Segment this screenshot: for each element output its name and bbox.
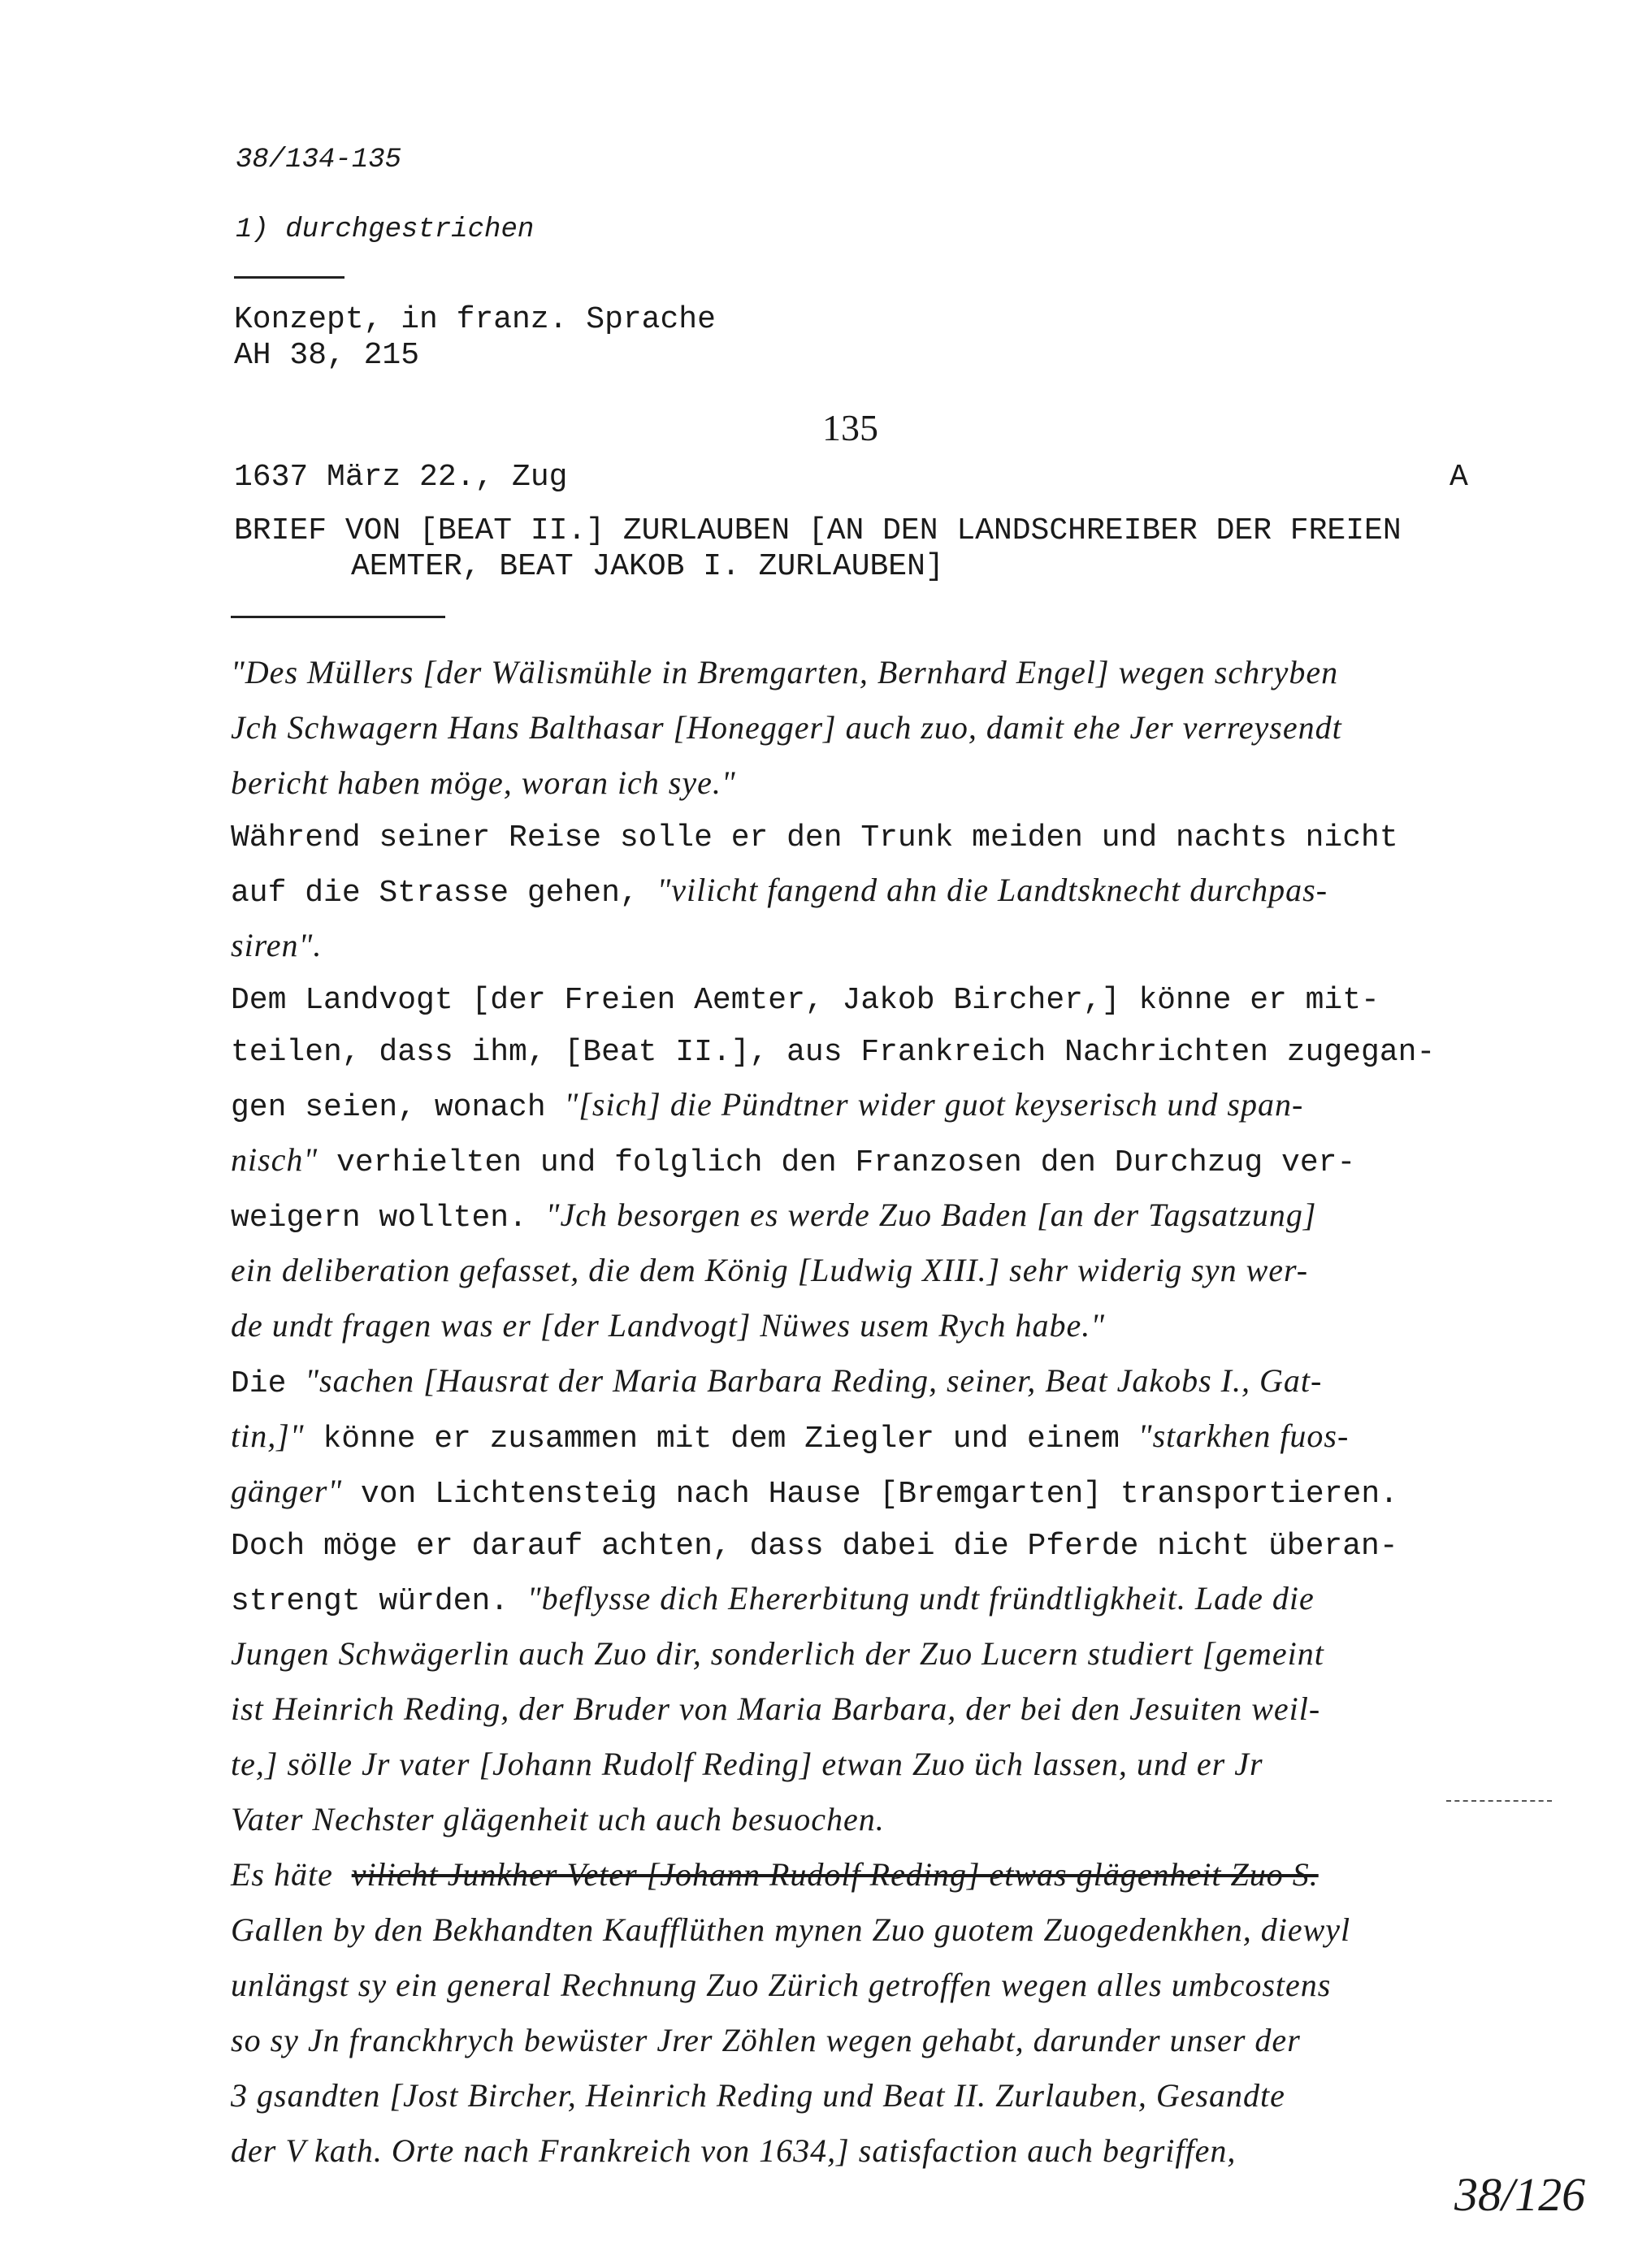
text: Während seiner Reise solle er den Trunk meiden und nachts nicht bbox=[231, 820, 1398, 855]
text-line bbox=[231, 1849, 1498, 1904]
text-line bbox=[231, 647, 1498, 702]
text-line bbox=[231, 1410, 1498, 1465]
document-title-line2: AEMTER, BEAT JAKOB I. ZURLAUBEN] bbox=[351, 549, 944, 584]
text-line bbox=[231, 812, 1498, 864]
quote: Gallen by den Bekhandten Kaufflüthen mynen Zuo guotem Zuogedenkhen, diewyl bbox=[231, 1911, 1351, 1948]
quote: te,] sölle Jr vater [Johann Rudolf Reding] etwan Zuo üch lassen, und er Jr bbox=[231, 1746, 1263, 1782]
text-line bbox=[231, 1959, 1498, 2015]
text-line bbox=[231, 1521, 1498, 1573]
handwritten-page-mark: 38/126 bbox=[1454, 2168, 1586, 2221]
quote: Jungen Schwägerlin auch Zuo dir, sonderlich der Zuo Lucern studiert [gemeint bbox=[231, 1635, 1324, 1672]
text-line bbox=[231, 1244, 1498, 1300]
text-line bbox=[231, 757, 1498, 812]
footnote: 1) durchgestrichen bbox=[236, 214, 535, 245]
quote: "vilicht fangend ahn die Landtsknecht durchpas- bbox=[656, 872, 1328, 908]
text-line bbox=[231, 2015, 1498, 2070]
date-place: 1637 März 22., Zug bbox=[234, 460, 568, 495]
text-line bbox=[231, 1079, 1498, 1134]
text-line bbox=[231, 920, 1498, 975]
text: teilen, dass ihm, [Beat II.], aus Frankreich Nachrichten zugegan- bbox=[231, 1035, 1436, 1070]
version-letter: A bbox=[1450, 460, 1468, 495]
text: verhielten und folglich den Franzosen den Durchzug ver- bbox=[318, 1145, 1356, 1180]
text: Die bbox=[231, 1366, 306, 1401]
quote: "starkhen fuos- bbox=[1138, 1418, 1350, 1454]
text-line bbox=[231, 1628, 1498, 1683]
text-line bbox=[231, 1573, 1498, 1628]
quote: Es häte bbox=[231, 1856, 333, 1893]
text-line bbox=[231, 975, 1498, 1027]
quote: Vater Nechster glägenheit uch auch besuochen. bbox=[231, 1801, 885, 1837]
previous-doc-line1: Konzept, in franz. Sprache bbox=[234, 302, 716, 337]
text-line bbox=[231, 1904, 1498, 1959]
quote: "sachen [Hausrat der Maria Barbara Reding, seiner, Beat Jakobs I., Gat- bbox=[305, 1362, 1323, 1399]
quote: siren". bbox=[231, 927, 323, 963]
archive-reference: 38/134-135 bbox=[236, 145, 402, 175]
quote: Jch Schwagern Hans Balthasar [Honegger] auch zuo, damit ehe Jer verreysendt bbox=[231, 709, 1342, 746]
text: gen seien, wonach bbox=[231, 1090, 565, 1125]
separator-rule-title bbox=[231, 616, 445, 618]
text: Doch möge er darauf achten, dass dabei die Pferde nicht überan- bbox=[231, 1529, 1398, 1564]
quote: unlängst sy ein general Rechnung Zuo Zürich getroffen wegen alles umbcostens bbox=[231, 1967, 1332, 2003]
text: Dem Landvogt [der Freien Aemter, Jakob Bircher,] könne er mit- bbox=[231, 983, 1380, 1018]
separator-rule-short bbox=[234, 276, 344, 279]
text-line bbox=[231, 1683, 1498, 1738]
text: von Lichtensteig nach Hause [Bremgarten] transportieren. bbox=[342, 1477, 1398, 1512]
text-line bbox=[231, 1027, 1498, 1079]
quote: "[sich] die Pündtner wider guot keyserisch und span- bbox=[564, 1086, 1304, 1123]
text-line bbox=[231, 1355, 1498, 1410]
struck-quote: vilicht Junkher Veter [Johann Rudolf Reding] etwas glägenheit Zuo S. bbox=[351, 1856, 1319, 1893]
quote: ein deliberation gefasset, die dem König [Ludwig XIII.] sehr widerig syn wer- bbox=[231, 1252, 1309, 1288]
text-line bbox=[231, 1189, 1498, 1244]
quote: der V kath. Orte nach Frankreich von 1634,] satisfaction auch begriffen, bbox=[231, 2132, 1237, 2169]
text: auf die Strasse gehen, bbox=[231, 876, 657, 911]
text: könne er zusammen mit dem Ziegler und einem bbox=[304, 1422, 1138, 1456]
quote: 3 gsandten [Jost Bircher, Heinrich Reding und Beat II. Zurlauben, Gesandte bbox=[231, 2077, 1285, 2114]
text: strengt würden. bbox=[231, 1584, 527, 1619]
text-line bbox=[231, 2125, 1498, 2180]
previous-doc-line2: AH 38, 215 bbox=[234, 338, 420, 373]
document-number: 135 bbox=[822, 407, 878, 448]
quote: bericht haben möge, woran ich sye." bbox=[231, 764, 736, 801]
quote: "Jch besorgen es werde Zuo Baden [an der Tagsatzung] bbox=[545, 1197, 1317, 1233]
dashed-mark bbox=[1446, 1800, 1552, 1802]
text-line bbox=[231, 864, 1498, 920]
text-line bbox=[231, 1300, 1498, 1355]
text-line bbox=[231, 2070, 1498, 2125]
text-line bbox=[231, 1794, 1498, 1849]
quote: de undt fragen was er [der Landvogt] Nüwes usem Rych habe." bbox=[231, 1307, 1106, 1344]
text-line bbox=[231, 1134, 1498, 1189]
quote: "Des Müllers [der Wälismühle in Bremgarten, Bernhard Engel] wegen schryben bbox=[231, 654, 1339, 690]
quote: "beflysse dich Ehererbitung undt fründtligkheit. Lade die bbox=[526, 1580, 1315, 1617]
document-title-line1: BRIEF VON [BEAT II.] ZURLAUBEN [AN DEN LANDSCHREIBER DER FREIEN bbox=[234, 513, 1402, 548]
quote: nisch" bbox=[231, 1141, 318, 1178]
quote: so sy Jn franckhrych bewüster Jrer Zöhlen wegen gehabt, darunder unser der bbox=[231, 2022, 1301, 2058]
text-line bbox=[231, 1465, 1498, 1521]
letter-summary bbox=[231, 647, 1498, 2180]
text-line bbox=[231, 702, 1498, 757]
quote: gänger" bbox=[231, 1473, 343, 1509]
quote: tin,]" bbox=[231, 1418, 305, 1454]
text: weigern wollten. bbox=[231, 1201, 546, 1236]
quote: ist Heinrich Reding, der Bruder von Maria Barbara, der bei den Jesuiten weil- bbox=[231, 1690, 1321, 1727]
text-line bbox=[231, 1738, 1498, 1794]
